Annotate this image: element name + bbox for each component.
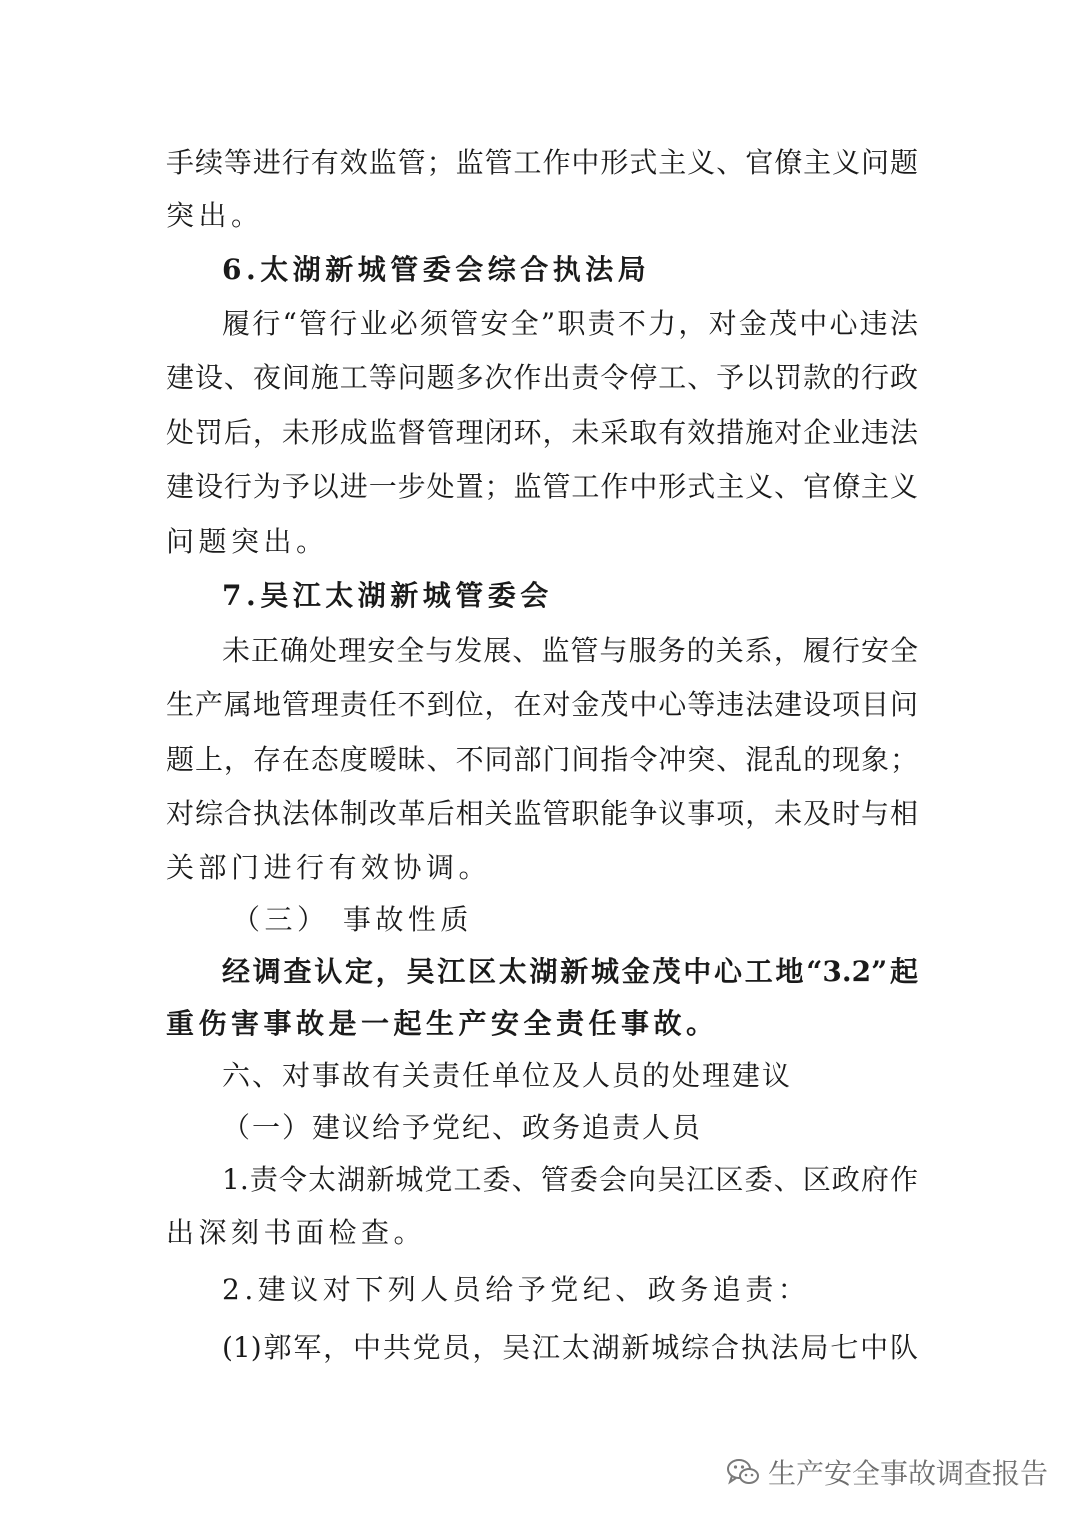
- paragraph-line: 手续等进行有效监管；监管工作中形式主义、官僚主义问题: [166, 146, 918, 179]
- watermark: [726, 1452, 1048, 1492]
- paragraph-line: 突出。: [166, 199, 264, 232]
- paragraph-line: 建设行为予以进一步处置；监管工作中形式主义、官僚主义: [166, 470, 918, 503]
- conclusion-line: 经调查认定，吴江区太湖新城金茂中心工地“3.2”起: [222, 955, 918, 988]
- subsection-heading: （三） 事故性质: [232, 903, 473, 936]
- paragraph-line: 关部门进行有效协调。: [166, 851, 492, 884]
- section-heading: 7.吴江太湖新城管委会: [222, 579, 553, 612]
- paragraph-line: 建设、夜间施工等问题多次作出责令停工、予以罚款的行政: [166, 361, 918, 394]
- watermark-text: 生产安全事故调查报告: [767, 1457, 1048, 1490]
- wechat-icon: [726, 1457, 760, 1487]
- paragraph-line: 题上，存在态度暧昧、不同部门间指令冲突、混乱的现象；: [166, 743, 918, 776]
- paragraph-line: 2.建议对下列人员给予党纪、政务追责：: [222, 1273, 811, 1306]
- paragraph-line: 问题突出。: [166, 525, 329, 558]
- subsection-heading: （一）建议给予党纪、政务追责人员: [222, 1111, 703, 1144]
- paragraph-line: 履行“管行业必须管安全”职责不力，对金茂中心违法: [222, 307, 918, 340]
- paragraph-line: 出深刻书面检查。: [166, 1216, 427, 1249]
- chapter-heading: 六、对事故有关责任单位及人员的处理建议: [222, 1059, 793, 1092]
- paragraph-line: (1)郭军，中共党员，吴江太湖新城综合执法局七中队: [222, 1331, 918, 1364]
- conclusion-line: 重伤害事故是一起生产安全责任事故。: [166, 1007, 719, 1040]
- paragraph-line: 对综合执法体制改革后相关监管职能争议事项，未及时与相: [166, 797, 918, 830]
- paragraph-line: 未正确处理安全与发展、监管与服务的关系，履行安全: [222, 634, 918, 667]
- paragraph-line: 生产属地管理责任不到位，在对金茂中心等违法建设项目问: [166, 688, 918, 721]
- paragraph-line: 处罚后，未形成监督管理闭环，未采取有效措施对企业违法: [166, 416, 918, 449]
- paragraph-line: 1.责令太湖新城党工委、管委会向吴江区委、区政府作: [222, 1163, 918, 1196]
- section-heading: 6.太湖新城管委会综合执法局: [222, 253, 651, 286]
